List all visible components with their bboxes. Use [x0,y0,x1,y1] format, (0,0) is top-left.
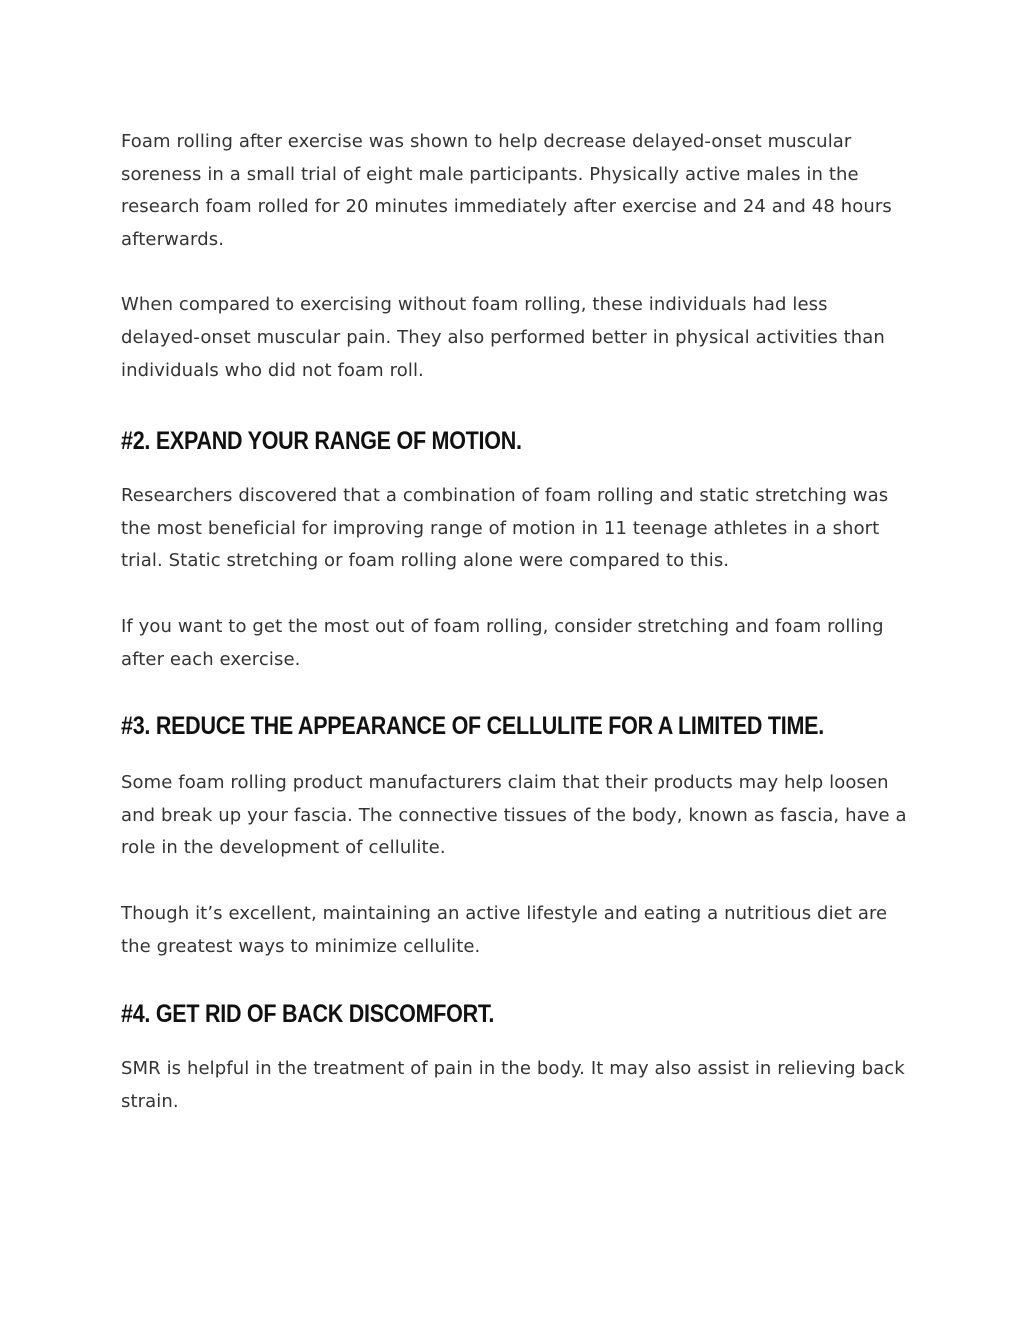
section-heading-range-of-motion: #2. EXPAND YOUR RANGE OF MOTION. [121,427,522,456]
range-of-motion-paragraph-2: If you want to get the most out of foam rolling, consider stretching and foam rolling after each exercise. [121,615,884,670]
intro-paragraph-2: When compared to exercising without foam rolling, these individuals had less delayed-onset muscular pain. They also performed better in physical activities than individuals who did not foam roll. [121,294,885,381]
document-page [121,126,911,1118]
cellulite-paragraph-1: Some foam rolling product manufacturers claim that their products may help loosen and break up your fascia. The connective tissues of the body, known as fascia, have a role in the development of cellulite. [121,772,907,859]
section-heading-back-discomfort: #4. GET RID OF BACK DISCOMFORT. [121,1000,495,1029]
section-heading-cellulite: #3. REDUCE THE APPEARANCE OF CELLULITE FOR A LIMITED TIME. [121,712,824,741]
intro-paragraph-1: Foam rolling after exercise was shown to help decrease delayed-onset muscular soreness in a small trial of eight male participants. Physically active males in the research foam rolled for 20 minutes immediately after exercise and 24 and 48 hours afterwards. [121,131,892,250]
range-of-motion-paragraph-1: Researchers discovered that a combination of foam rolling and static stretching was the most beneficial for improving range of motion in 11 teenage athletes in a short trial. Static stretching or foam rolling alone were compared to this. [121,485,889,572]
cellulite-paragraph-2: Though it’s excellent, maintaining an active lifestyle and eating a nutritious diet are the greatest ways to minimize cellulite. [121,902,888,957]
back-discomfort-paragraph-1: SMR is helpful in the treatment of pain in the body. It may also assist in relieving back strain. [121,1058,905,1112]
